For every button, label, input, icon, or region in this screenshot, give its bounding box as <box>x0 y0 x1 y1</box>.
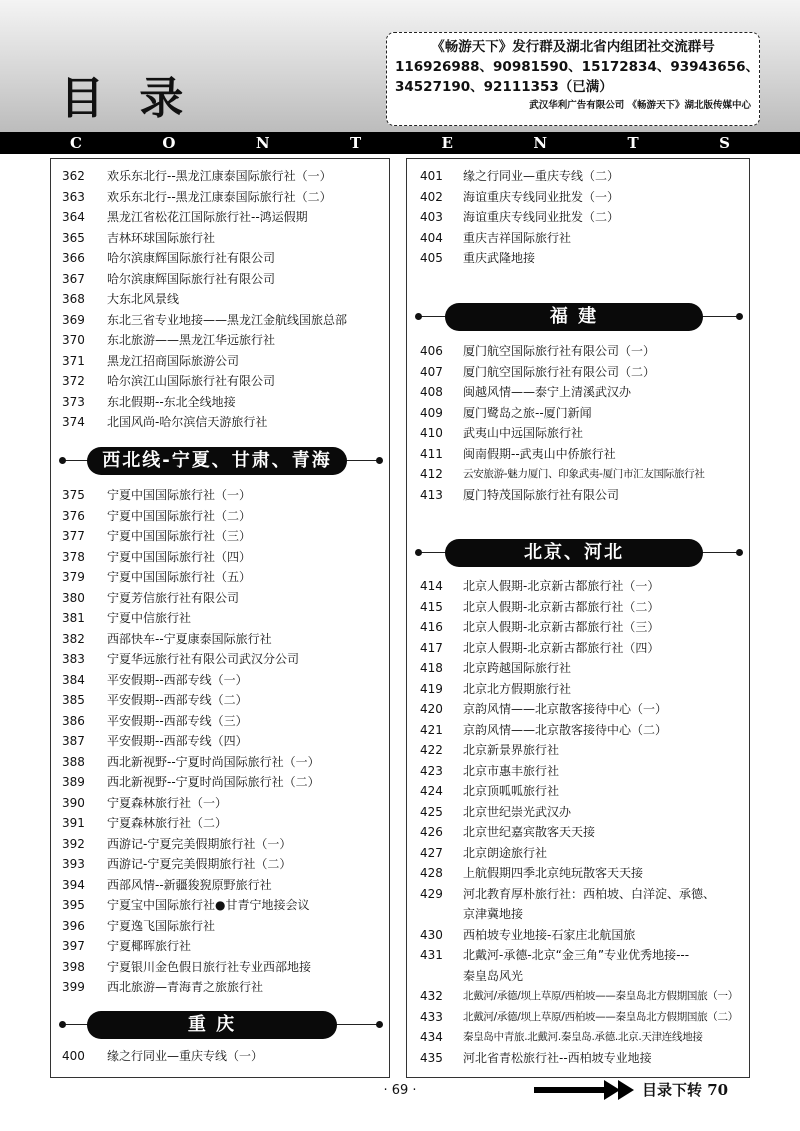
toc-entry-title: 西北新视野--宁夏时尚国际旅行社（二） <box>107 775 320 789</box>
toc-entry-title: 海谊重庆专线同业批发（二） <box>463 210 620 224</box>
toc-page-number: 372 <box>62 374 85 388</box>
toc-page-number: 376 <box>62 508 85 523</box>
toc-page-number: 386 <box>62 713 85 728</box>
page-title: 目 录 <box>60 73 194 124</box>
toc-entry-title: 北京人假期-北京新古都旅行社（二） <box>463 599 660 614</box>
toc-page-number: 401 <box>420 169 443 183</box>
toc-page-number: 391 <box>62 816 85 830</box>
page-number: · 69 · <box>383 1083 417 1098</box>
toc-entry-title: 海谊重庆专线同业批发（一） <box>463 189 620 204</box>
toc-entry-title: 京韵风情——北京散客接待中心（一） <box>463 702 668 716</box>
toc-page-number: 381 <box>62 611 85 625</box>
toc-entry-title: 北京人假期-北京新古都旅行社（四） <box>463 640 660 655</box>
contents-letter: T <box>349 134 362 152</box>
header-band <box>0 0 800 132</box>
toc-entry-title: 宁夏中国国际旅行社（一） <box>107 488 252 502</box>
toc-entry-title: 哈尔滨康辉国际旅行社有限公司 <box>107 271 276 286</box>
toc-entry-title: 云安旅游-魅力厦门、印象武夷-厦门市汇友国际旅行社 <box>463 468 705 480</box>
contents-bar <box>0 132 800 154</box>
toc-entry-title: 黑龙江省松花江国际旅行社--鸿运假期 <box>107 210 308 224</box>
toc-page-number: 429 <box>420 886 443 901</box>
toc-page-number: 369 <box>62 312 85 327</box>
toc-entry-title: 重庆吉祥国际旅行社 <box>463 230 572 245</box>
toc-entry-title: 平安假期--西部专线（二） <box>107 693 248 707</box>
toc-page-number: 409 <box>420 405 443 420</box>
toc-entry-title: 宁夏中国国际旅行社（四） <box>107 549 252 564</box>
toc-entry-title: 缘之行同业—重庆专线（二） <box>463 169 620 183</box>
toc-entry-title: 北京世纪嘉宾散客天天接 <box>463 825 596 839</box>
section-title: 北京、河北 <box>445 539 703 567</box>
toc-entry-title: 西北旅游—青海青之旅旅行社 <box>107 980 264 994</box>
toc-page-number: 370 <box>62 333 85 347</box>
promo-box <box>386 32 760 126</box>
toc-page-number: 411 <box>420 446 443 461</box>
contents-letter: N <box>255 134 270 152</box>
toc-entry-title: 上航假期四季北京纯玩散客天天接 <box>463 866 644 880</box>
toc-entry-title: 大东北风景线 <box>107 292 180 306</box>
toc-page-number: 410 <box>420 426 443 440</box>
toc-entry-title: 宁夏森林旅行社（一） <box>107 795 228 810</box>
toc-entry-title: 平安假期--西部专线（一） <box>107 672 248 687</box>
bullet-dot <box>736 313 743 320</box>
toc-page-number: 414 <box>420 579 443 593</box>
toc-entry-title: 西部风情--新疆狻猊原野旅行社 <box>107 877 272 892</box>
toc-page-number: 387 <box>62 734 85 748</box>
toc-page-number: 402 <box>420 189 443 204</box>
toc-entry-title: 北京人假期-北京新古都旅行社（一） <box>463 579 660 593</box>
bullet-dot <box>415 313 422 320</box>
toc-page-number: 404 <box>420 230 443 245</box>
continued-link[interactable] <box>534 1076 752 1104</box>
toc-page-number: 422 <box>420 743 443 757</box>
toc-page-number: 393 <box>62 857 85 871</box>
promo-group-numbers-1: 116926988、90981590、15172834、93943656、 <box>395 59 759 75</box>
toc-entry-title: 北国风尚-哈尔滨信天游旅行社 <box>107 415 268 429</box>
toc-entry-title: 西北新视野--宁夏时尚国际旅行社（一） <box>107 754 320 769</box>
toc-page-number: 418 <box>420 661 443 675</box>
bullet-dot <box>59 1021 66 1028</box>
toc-entry-title: 东北假期--东北全线地接 <box>107 394 236 409</box>
toc-entry-title: 哈尔滨康辉国际旅行社有限公司 <box>107 251 276 265</box>
toc-entry-title: 北京市惠丰旅行社 <box>463 763 560 778</box>
contents-letter: T <box>627 134 639 152</box>
toc-page-number: 403 <box>420 210 443 224</box>
toc-page-number: 362 <box>62 169 85 183</box>
toc-entry-title: 北戴河/承德/坝上草原/西柏坡——秦皇岛北方假期国旅（二） <box>463 1010 738 1023</box>
toc-page-number: 423 <box>420 763 443 778</box>
toc-page-number: 424 <box>420 784 443 798</box>
toc-page-number: 430 <box>420 927 443 942</box>
toc-entry-title: 闽越风情——泰宁上清溪武汉办 <box>463 385 632 399</box>
toc-page-number: 420 <box>420 702 443 716</box>
toc-entry-title: 北京人假期-北京新古都旅行社（三） <box>463 620 660 634</box>
toc-entry-title: 重庆武隆地接 <box>463 251 536 265</box>
toc-entry-title: 东北三省专业地接——黑龙江金航线国旅总部 <box>107 312 348 327</box>
toc-entry-title: 宁夏椰晖旅行社 <box>107 939 192 953</box>
toc-entry-title: 缘之行同业—重庆专线（一） <box>107 1049 264 1063</box>
toc-entry-title: 西游记-宁夏完美假期旅行社（一） <box>107 836 292 851</box>
toc-entry-title: 秦皇岛中青旅.北戴河.秦皇岛.承德.北京.天津连线地接 <box>463 1031 703 1043</box>
toc-entry-title: 宁夏银川金色假日旅行社专业西部地接 <box>107 959 312 974</box>
toc-entry-title: 北京朗途旅行社 <box>463 845 548 860</box>
bullet-dot <box>376 1021 383 1028</box>
toc-page-number: 388 <box>62 754 85 769</box>
toc-entry-title: 西游记-宁夏完美假期旅行社（二） <box>107 857 292 871</box>
toc-page-number: 382 <box>62 631 85 646</box>
toc-entry-title: 欢乐东北行--黑龙江康泰国际旅行社（一） <box>107 169 332 183</box>
toc-entry-title: 北戴河-承德-北京“金三角”专业优秀地接--- <box>463 948 690 962</box>
toc-entry-title: 宁夏芳信旅行社有限公司 <box>107 590 240 605</box>
toc-page-number: 380 <box>62 590 85 605</box>
section-title: 重 庆 <box>87 1011 337 1039</box>
toc-entry-title: 北戴河/承德/坝上草原/西柏坡——秦皇岛北方假期国旅（一） <box>463 990 738 1002</box>
toc-page-number: 428 <box>420 866 443 880</box>
toc-entry-title: 宁夏逸飞国际旅行社 <box>107 918 216 933</box>
bullet-dot <box>415 549 422 556</box>
toc-entry-title: 宁夏宝中国际旅行社●甘青宁地接会议 <box>107 898 310 912</box>
toc-entry-title: 宁夏华远旅行社有限公司武汉分公司 <box>107 652 300 666</box>
toc-page-number: 378 <box>62 549 85 564</box>
toc-entry-title: 吉林环球国际旅行社 <box>107 230 216 245</box>
promo-group-numbers-2: 34527190、92111353（已满） <box>395 79 613 95</box>
contents-letter: N <box>533 134 548 152</box>
promo-heading: 《畅游天下》发行群及湖北省内组团社交流群号 <box>431 39 715 55</box>
toc-page-number: 407 <box>420 364 443 379</box>
toc-page-number: 389 <box>62 775 85 789</box>
toc-page-number: 405 <box>420 251 443 265</box>
toc-page-number: 396 <box>62 918 85 933</box>
toc-entry-title: 武夷山中远国际旅行社 <box>463 426 584 440</box>
toc-entry-title: 北京新景界旅行社 <box>463 743 560 757</box>
toc-page-number: 427 <box>420 845 443 860</box>
toc-page-number: 434 <box>420 1030 443 1044</box>
toc-left-column <box>50 158 390 1078</box>
toc-entry-title: 厦门鹭岛之旅--厦门新闻 <box>463 405 592 420</box>
toc-page-number: 367 <box>62 271 85 286</box>
contents-letter: O <box>162 134 176 152</box>
toc-entry-title: 宁夏中国国际旅行社（二） <box>107 508 252 523</box>
bullet-dot <box>736 549 743 556</box>
toc-page-number: 435 <box>420 1050 443 1065</box>
toc-entry-title: 欢乐东北行--黑龙江康泰国际旅行社（二） <box>107 189 332 204</box>
toc-page-number: 384 <box>62 672 85 687</box>
contents-letter: S <box>719 134 730 152</box>
toc-entry-title: 东北旅游——黑龙江华远旅行社 <box>107 333 276 347</box>
toc-page-number: 426 <box>420 825 443 839</box>
section-header <box>415 303 743 331</box>
section-title: 福 建 <box>445 303 703 331</box>
toc-page-number: 419 <box>420 681 443 696</box>
contents-letter: C <box>70 134 82 152</box>
promo-publisher: 武汉华利广告有限公司 《畅游天下》湖北版传媒中心 <box>529 100 751 111</box>
bullet-dot <box>376 457 383 464</box>
toc-entry-title: 北京北方假期旅行社 <box>463 681 572 696</box>
toc-page-number: 364 <box>62 210 85 224</box>
toc-page-number: 366 <box>62 251 85 265</box>
toc-page-number: 379 <box>62 570 85 584</box>
toc-entry-title: 宁夏中国国际旅行社（三） <box>107 529 252 543</box>
toc-page-number: 385 <box>62 693 85 707</box>
toc-page-number: 373 <box>62 394 85 409</box>
toc-page-number: 413 <box>420 487 443 502</box>
toc-right-column <box>406 158 750 1078</box>
toc-page-number: 399 <box>62 980 85 994</box>
toc-entry-title: 宁夏中国国际旅行社（五） <box>107 570 252 584</box>
toc-entry-title: 河北教育厚朴旅行社：西柏坡、白洋淀、承德、 <box>463 886 716 901</box>
toc-entry-title: 平安假期--西部专线（三） <box>107 713 248 728</box>
toc-entry-title: 西柏坡专业地接-石家庄北航国旅 <box>463 927 636 942</box>
toc-page-number: 398 <box>62 959 85 974</box>
toc-entry-title: 平安假期--西部专线（四） <box>107 734 248 748</box>
toc-page-number: 377 <box>62 529 85 543</box>
toc-page-number: 425 <box>420 804 443 819</box>
toc-page-number: 392 <box>62 836 85 851</box>
toc-page-number: 363 <box>62 189 85 204</box>
continued-text: 目录下转 70 <box>642 1081 729 1099</box>
toc-entry-title: 黑龙江招商国际旅游公司 <box>107 353 240 368</box>
toc-page-number: 371 <box>62 353 85 368</box>
toc-page-number: 374 <box>62 415 85 429</box>
double-arrow-icon <box>534 1076 634 1104</box>
toc-page-number: 421 <box>420 722 443 737</box>
toc-page-number: 365 <box>62 230 85 245</box>
toc-page-number: 408 <box>420 385 443 399</box>
toc-page-number: 433 <box>420 1009 443 1024</box>
toc-entry-title: 京韵风情——北京散客接待中心（二） <box>463 722 668 737</box>
toc-entry-title: 闽南假期--武夷山中侨旅行社 <box>463 446 616 461</box>
toc-entry-title: 宁夏中信旅行社 <box>107 611 192 625</box>
section-header <box>59 447 383 475</box>
toc-entry-title: 北京顶呱呱旅行社 <box>463 784 560 798</box>
toc-page-number: 383 <box>62 652 85 666</box>
toc-page-number: 395 <box>62 898 85 912</box>
toc-entry-title: 厦门航空国际旅行社有限公司（一） <box>463 344 656 358</box>
toc-entry-title: 哈尔滨江山国际旅行社有限公司 <box>107 374 276 388</box>
toc-page-number: 390 <box>62 795 85 810</box>
toc-entry-title: 厦门特茂国际旅行社有限公司 <box>463 487 620 502</box>
bullet-dot <box>59 457 66 464</box>
toc-entry-title: 厦门航空国际旅行社有限公司（二） <box>463 364 656 379</box>
toc-page-number: 432 <box>420 989 443 1003</box>
toc-page-number: 416 <box>420 620 443 634</box>
toc-page-number: 368 <box>62 292 85 306</box>
toc-page-number: 400 <box>62 1049 85 1063</box>
toc-page-number: 415 <box>420 599 443 614</box>
toc-page-number: 397 <box>62 939 85 953</box>
toc-page-number: 431 <box>420 948 443 962</box>
toc-entry-title-continued: 京津冀地接 <box>463 907 524 921</box>
section-header <box>59 1011 383 1039</box>
toc-entry-title: 宁夏森林旅行社（二） <box>107 816 228 830</box>
toc-entry-title: 北京跨越国际旅行社 <box>463 661 572 675</box>
toc-page-number: 394 <box>62 877 85 892</box>
toc-page-number: 375 <box>62 488 85 502</box>
toc-entry-title: 北京世纪崇光武汉办 <box>463 804 572 819</box>
toc-page-number: 412 <box>420 467 443 481</box>
toc-page-number: 417 <box>420 640 443 655</box>
contents-letter: E <box>441 134 453 152</box>
toc-entry-title: 河北省青松旅行社--西柏坡专业地接 <box>463 1050 652 1065</box>
toc-entry-title-continued: 秦皇岛风光 <box>463 968 524 983</box>
toc-page-number: 406 <box>420 344 443 358</box>
section-title: 西北线-宁夏、甘肃、青海 <box>87 447 347 475</box>
toc-entry-title: 西部快车--宁夏康泰国际旅行社 <box>107 631 272 646</box>
section-header <box>415 539 743 567</box>
